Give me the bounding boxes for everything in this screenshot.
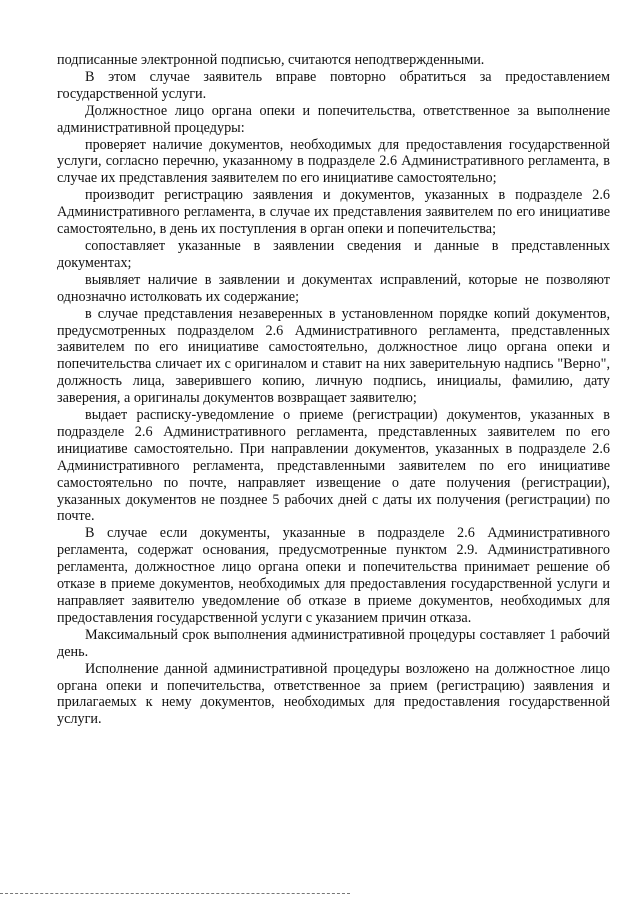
paragraph: В случае если документы, указанные в подразделе 2.6 Административного регламента, содержат основания, предусмотренные пунктом 2.9. Административного регламента, должностное лицо органа опеки и попечительства принимает решение об отказе в приеме документов, необходимых для предоставления государственной услуги и направляет заявителю уведомление об отказе в приеме документов, необходимых для предоставления государственной услуги с указанием причин отказа.: [57, 525, 610, 626]
paragraph: проверяет наличие документов, необходимых для предоставления государственной услуги, согласно перечню, указанному в подразделе 2.6 Административного регламента, в случае их представления заявителем по его инициативе самостоятельно;: [57, 136, 610, 187]
paragraph: выявляет наличие в заявлении и документах исправлений, которые не позволяют однозначно истолковать их содержание;: [57, 271, 610, 305]
footer-divider: [0, 893, 350, 894]
paragraph: выдает расписку-уведомление о приеме (регистрации) документов, указанных в подразделе 2.6 Административного регламента, представленных заявителем по его инициативе самостоятельно. При направлении документов, указанных в подразделе 2.6 Административного регламента, представленными заявителем по его инициативе самостоятельно по почте, направляет извещение о дате получения (регистрации), указанных документов не позднее 5 рабочих дней с даты их получения (регистрации) по почте.: [57, 407, 610, 525]
paragraph: в случае представления незаверенных в установленном порядке копий документов, предусмотренных подразделом 2.6 Административного регламента, представленных заявителем по его инициативе самостоятельно, должностное лицо органа опеки и попечительства сличает их с оригиналом и ставит на них заверительную надпись "Верно", должность лица, заверившего копию, личную подпись, инициалы, фамилию, дату заверения, а оригиналы документов возвращает заявителю;: [57, 305, 610, 407]
paragraph: В этом случае заявитель вправе повторно обратиться за предоставлением государственной услуги.: [57, 68, 610, 102]
paragraph: Максимальный срок выполнения административной процедуры составляет 1 рабочий день.: [57, 626, 610, 660]
paragraph: сопоставляет указанные в заявлении сведения и данные в представленных документах;: [57, 237, 610, 271]
document-body: [57, 52, 610, 728]
paragraph: производит регистрацию заявления и документов, указанных в подразделе 2.6 Административного регламента, в случае их представления заявителем по его инициативе самостоятельно, в день их поступления в орган опеки и попечительства;: [57, 187, 610, 238]
paragraph: Исполнение данной административной процедуры возложено на должностное лицо органа опеки и попечительства, ответственное за прием (регистрацию) заявления и прилагаемых к нему документов, необходимых для предоставления государственной услуги.: [57, 660, 610, 728]
paragraph: подписанные электронной подписью, считаются неподтвержденными.: [57, 52, 485, 68]
paragraph: Должностное лицо органа опеки и попечительства, ответственное за выполнение административной процедуры:: [57, 102, 610, 136]
